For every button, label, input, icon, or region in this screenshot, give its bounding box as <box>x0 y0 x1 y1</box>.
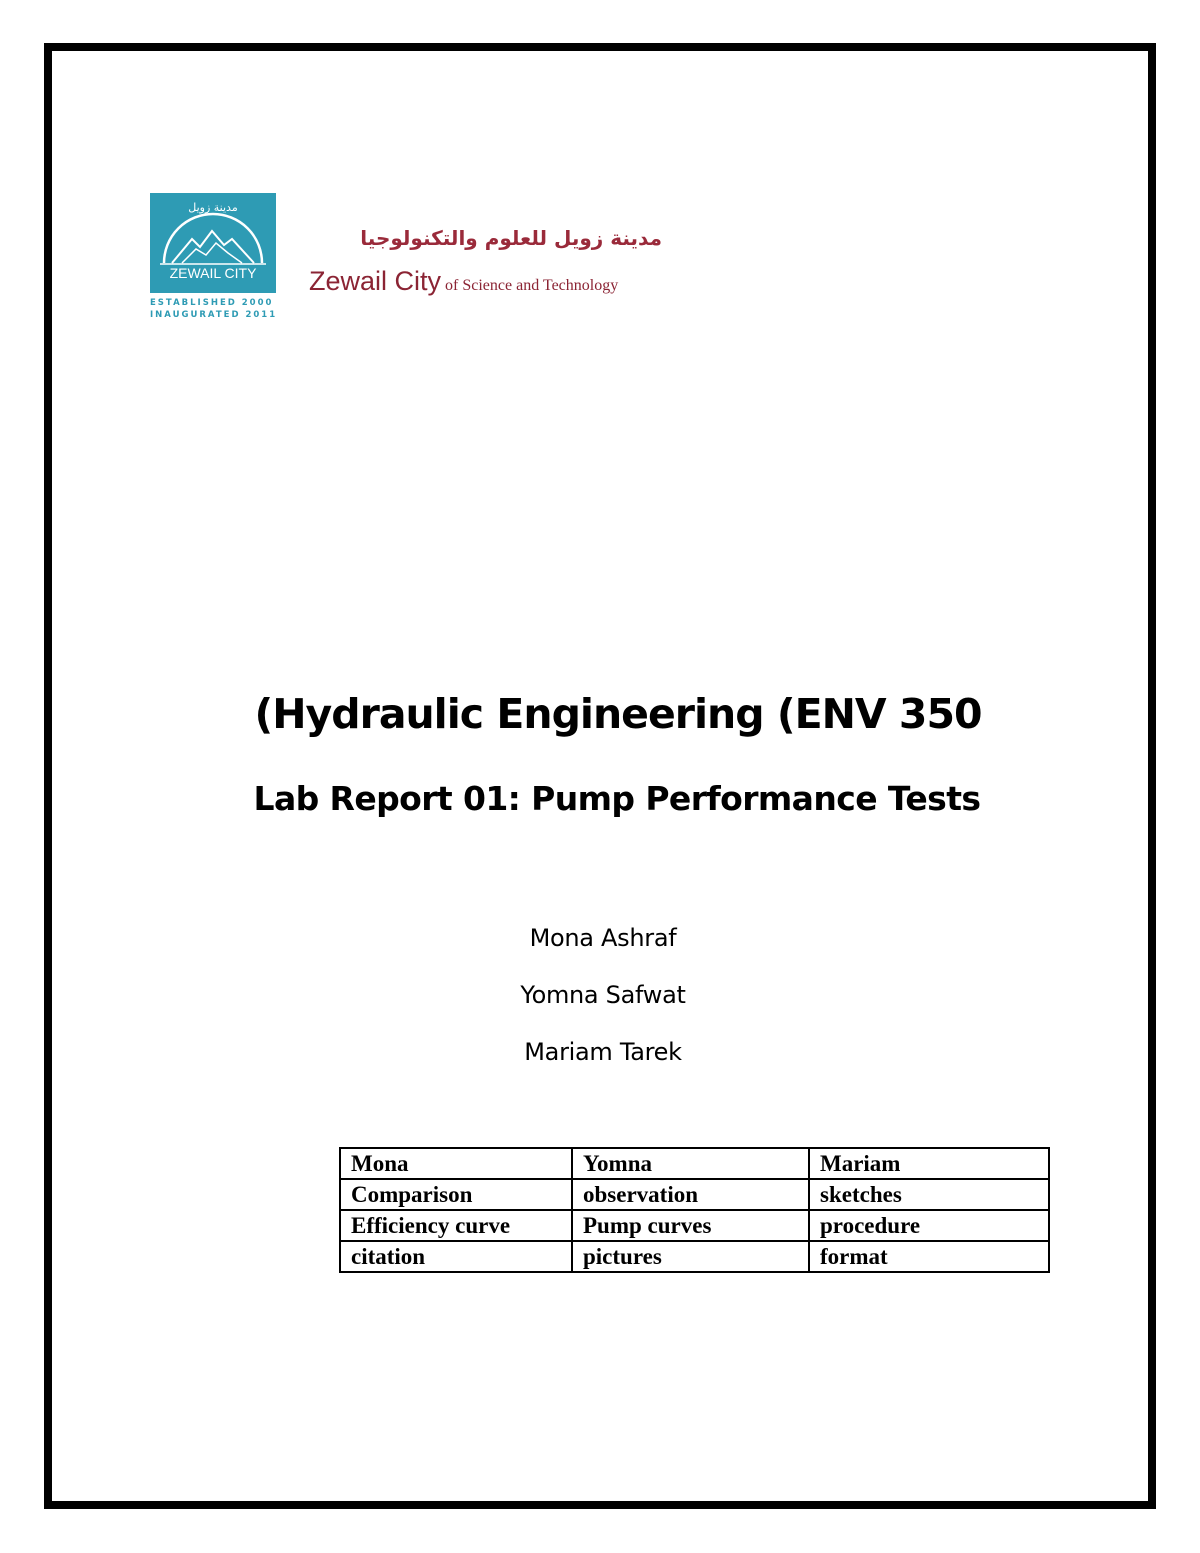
table-cell: procedure <box>809 1210 1049 1241</box>
emblem-arabic-text: مدينة زويل <box>188 201 238 214</box>
emblem-label: ZEWAIL CITY <box>169 265 257 281</box>
author-name: Mona Ashraf <box>529 924 677 952</box>
table-cell: Efficiency curve <box>340 1210 572 1241</box>
table-header-row <box>340 1148 1049 1179</box>
logo-arabic-wordmark: مدينة زويل للعلوم والتكنولوجيا <box>360 226 662 250</box>
logo-english-wordmark <box>309 266 618 297</box>
table-cell: Mariam <box>809 1148 1049 1179</box>
table-cell: citation <box>340 1241 572 1272</box>
author-name: Yomna Safwat <box>520 981 686 1009</box>
zewail-city-logo-emblem <box>150 193 276 293</box>
table-row <box>340 1210 1049 1241</box>
table-cell: format <box>809 1241 1049 1272</box>
table-cell: Mona <box>340 1148 572 1179</box>
table-cell: Pump curves <box>572 1210 809 1241</box>
table-cell: Comparison <box>340 1179 572 1210</box>
table-row <box>340 1179 1049 1210</box>
logo-english-name: Zewail City <box>309 266 442 296</box>
inaugurated-label: INAUGURATED 2011 <box>150 310 278 320</box>
table-cell: sketches <box>809 1179 1049 1210</box>
contribution-table <box>339 1147 1050 1273</box>
table-cell: observation <box>572 1179 809 1210</box>
established-label: ESTABLISHED 2000 <box>150 298 274 308</box>
report-subtitle: Lab Report 01: Pump Performance Tests <box>253 779 981 818</box>
table-cell: pictures <box>572 1241 809 1272</box>
logo-english-suffix: of Science and Technology <box>445 277 619 294</box>
table-cell: Yomna <box>572 1148 809 1179</box>
report-course-title: (Hydraulic Engineering (ENV 350 <box>254 690 982 738</box>
table-row <box>340 1241 1049 1272</box>
author-name: Mariam Tarek <box>524 1038 682 1066</box>
